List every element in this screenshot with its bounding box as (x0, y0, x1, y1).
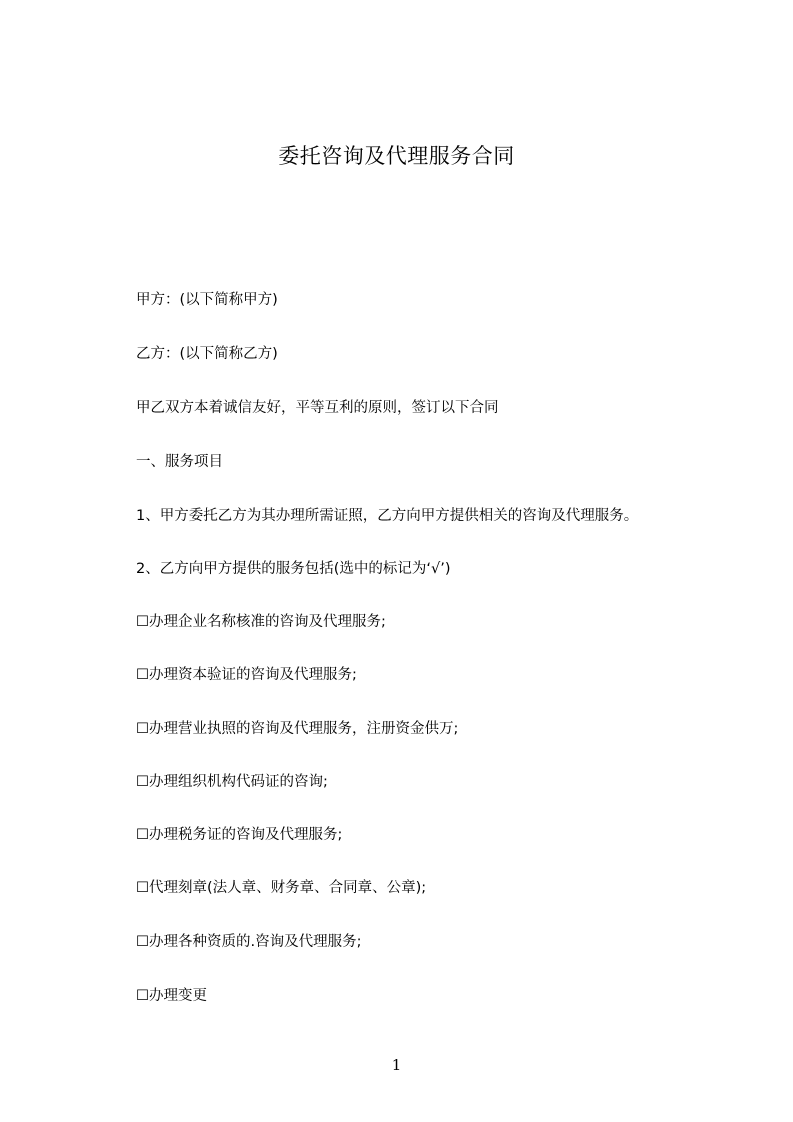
service-item-changes: ☐办理变更 (136, 988, 207, 1004)
service-item-capital-verification: ☐办理资本验证的咨询及代理服务; (136, 667, 357, 683)
service-item-tax-registration: ☐办理税务证的咨询及代理服务; (136, 827, 343, 843)
page-number: 1 (391, 1056, 402, 1074)
preamble-paragraph: 甲乙双方本着诚信友好，平等互利的原则，签订以下合同 (136, 400, 499, 416)
party-a-line: 甲方：(以下简称甲方) (136, 292, 278, 308)
service-item-business-license: ☐办理营业执照的咨询及代理服务，注册资金供万; (136, 721, 459, 737)
document-title: 委托咨询及代理服务合同 (278, 144, 515, 168)
service-item-name-approval: ☐办理企业名称核准的咨询及代理服务; (136, 614, 386, 630)
service-item-qualifications: ☐办理各种资质的.咨询及代理服务; (136, 934, 362, 950)
clause-1: 1、甲方委托乙方为其办理所需证照，乙方向甲方提供相关的咨询及代理服务。 (136, 508, 639, 524)
party-b-line: 乙方：(以下简称乙方) (136, 346, 278, 362)
clause-2: 2、乙方向甲方提供的服务包括(选中的标记为‘√’) (136, 561, 451, 577)
service-item-organization-code: ☐办理组织机构代码证的咨询; (136, 774, 328, 790)
service-item-seal-engraving: ☐代理刻章(法人章、财务章、合同章、公章); (136, 880, 427, 896)
section-heading-service-items: 一、服务项目 (136, 454, 223, 470)
